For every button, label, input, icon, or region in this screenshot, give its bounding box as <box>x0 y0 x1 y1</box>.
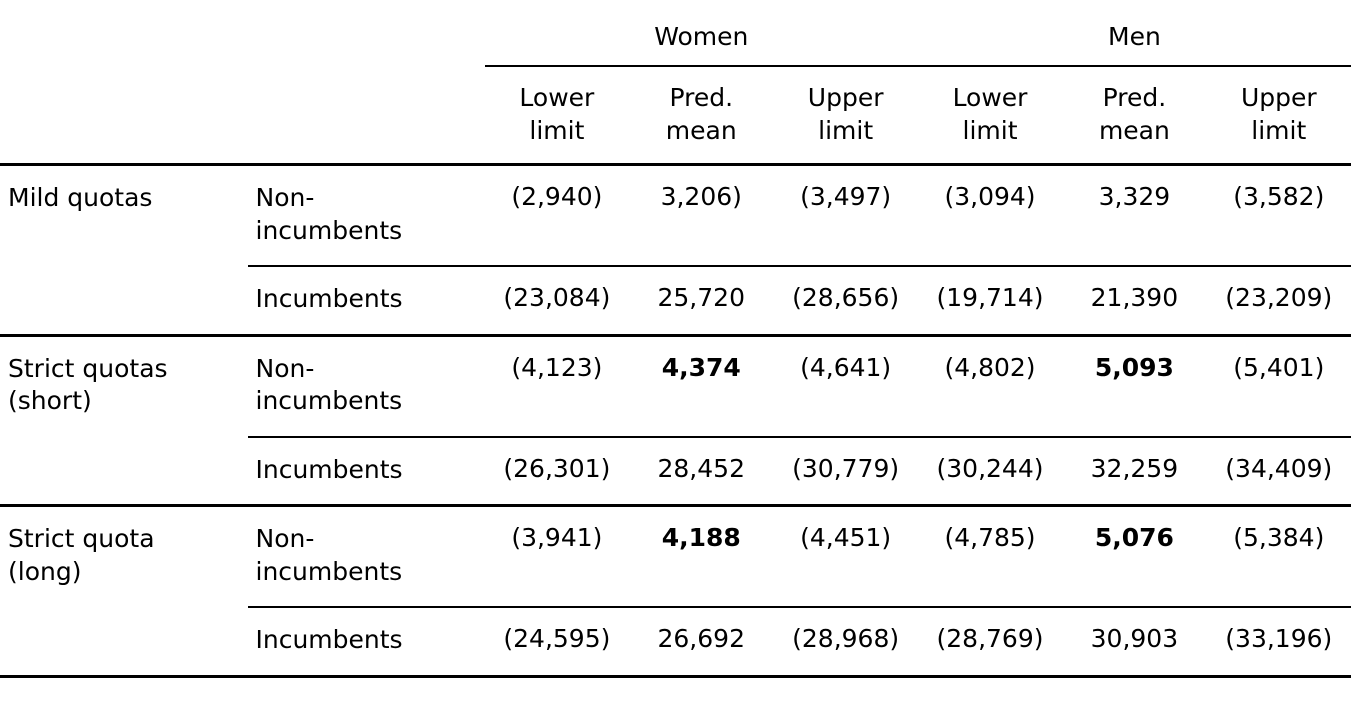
table-cell: 26,692 <box>629 607 773 676</box>
sub-header-5 <box>1207 66 1351 165</box>
section-label: Strict quotas (short) <box>0 335 248 506</box>
table-cell: (4,802) <box>918 335 1062 437</box>
table-cell: 4,188 <box>629 506 773 608</box>
table-cell: (23,084) <box>485 266 629 335</box>
table-cell: 21,390 <box>1062 266 1206 335</box>
sub-header-0 <box>485 66 629 165</box>
header-spacer <box>248 66 485 165</box>
table-row <box>0 335 1351 437</box>
table-cell: 5,093 <box>1062 335 1206 437</box>
sub-header-line1: Pred. <box>1102 83 1167 112</box>
table-cell: (28,968) <box>773 607 917 676</box>
group-header-women: Women <box>654 22 749 51</box>
table-row <box>0 506 1351 608</box>
table-cell: 4,374 <box>629 335 773 437</box>
sub-header-line1: Pred. <box>669 83 734 112</box>
header-spacer <box>248 0 485 65</box>
sub-header-4 <box>1062 66 1206 165</box>
sub-header-line1: Upper <box>807 83 884 112</box>
table-cell: (34,409) <box>1207 437 1351 506</box>
row-sublabel: Incumbents <box>248 607 485 676</box>
table-row <box>0 165 1351 267</box>
table-cell: (4,785) <box>918 506 1062 608</box>
row-sublabel: Incumbents <box>248 266 485 335</box>
group-header-men: Men <box>1108 22 1161 51</box>
section-label: Mild quotas <box>0 165 248 336</box>
sub-header-2 <box>773 66 917 165</box>
header-spacer <box>0 0 248 65</box>
table-cell: (30,244) <box>918 437 1062 506</box>
table-cell: (19,714) <box>918 266 1062 335</box>
table-cell: (4,641) <box>773 335 917 437</box>
table-cell: (28,656) <box>773 266 917 335</box>
table-cell: (3,094) <box>918 165 1062 267</box>
sub-header-line1: Lower <box>952 83 1028 112</box>
table-cell: 3,329 <box>1062 165 1206 267</box>
sub-header-line1: Lower <box>519 83 595 112</box>
table-cell: (26,301) <box>485 437 629 506</box>
table-cell: (4,451) <box>773 506 917 608</box>
table-cell: (5,401) <box>1207 335 1351 437</box>
row-sublabel: Non- incumbents <box>248 165 485 267</box>
sub-header-line2: limit <box>962 116 1018 145</box>
table-bottom-rule <box>0 676 1351 678</box>
table-cell: 25,720 <box>629 266 773 335</box>
table-cell: (23,209) <box>1207 266 1351 335</box>
table-cell: (28,769) <box>918 607 1062 676</box>
table-cell: (3,941) <box>485 506 629 608</box>
table-cell: 30,903 <box>1062 607 1206 676</box>
table-cell: (4,123) <box>485 335 629 437</box>
sub-header-1 <box>629 66 773 165</box>
sub-header-line2: limit <box>529 116 585 145</box>
table-cell: 32,259 <box>1062 437 1206 506</box>
sub-header-3 <box>918 66 1062 165</box>
sub-header-line2: limit <box>818 116 874 145</box>
table-cell: (3,582) <box>1207 165 1351 267</box>
row-sublabel: Non- incumbents <box>248 335 485 437</box>
table-cell: (2,940) <box>485 165 629 267</box>
table-cell: (33,196) <box>1207 607 1351 676</box>
table-cell: 5,076 <box>1062 506 1206 608</box>
table-cell: (5,384) <box>1207 506 1351 608</box>
table-cell: (3,497) <box>773 165 917 267</box>
sub-header-line1: Upper <box>1240 83 1317 112</box>
table-cell: 3,206) <box>629 165 773 267</box>
section-label: Strict quota (long) <box>0 506 248 677</box>
group-header-row <box>0 0 1351 65</box>
sub-header-line2: mean <box>1098 116 1170 145</box>
sub-header-line2: limit <box>1251 116 1307 145</box>
sub-header-line2: mean <box>665 116 737 145</box>
sub-header-row <box>0 66 1351 165</box>
row-sublabel: Non- incumbents <box>248 506 485 608</box>
header-spacer <box>0 66 248 165</box>
table-cell: (30,779) <box>773 437 917 506</box>
table-cell: (24,595) <box>485 607 629 676</box>
row-sublabel: Incumbents <box>248 437 485 506</box>
table-cell: 28,452 <box>629 437 773 506</box>
